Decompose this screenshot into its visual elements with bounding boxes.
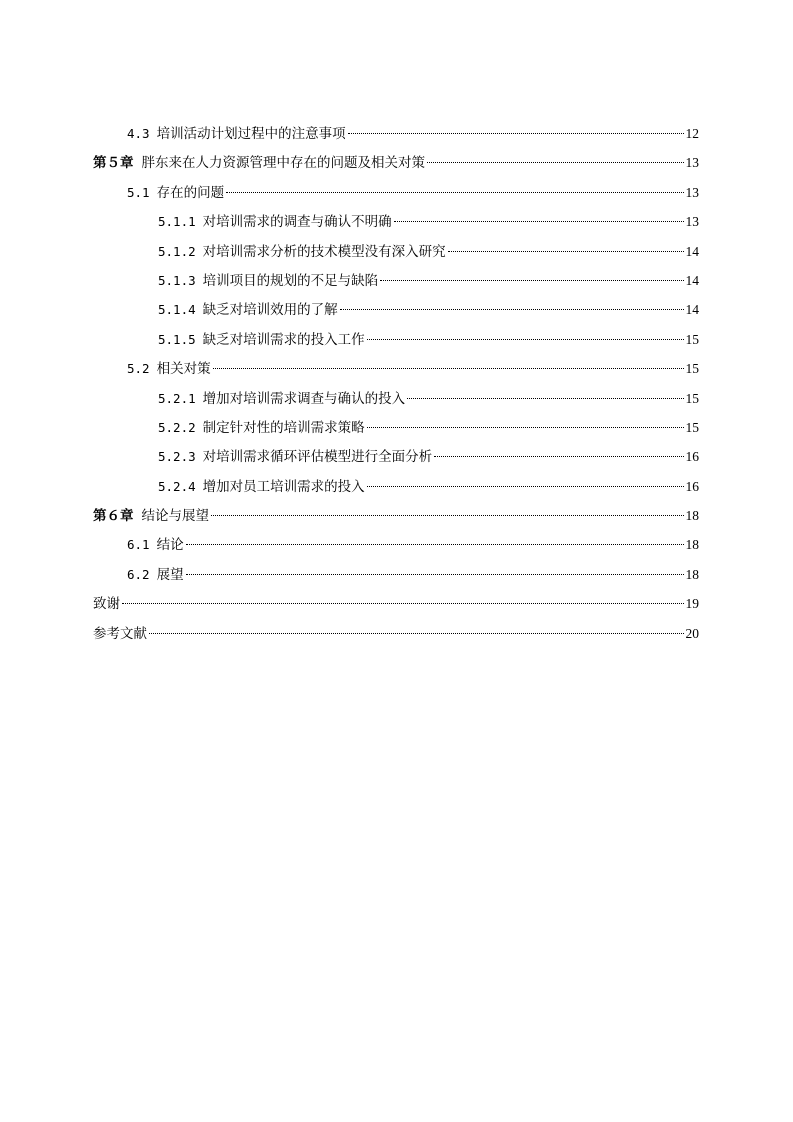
dot-leader: [149, 633, 684, 634]
toc-entry[interactable]: [93, 384, 699, 413]
toc-entry-page-number: 16: [685, 478, 699, 494]
toc-entry-number: 4.3: [127, 126, 150, 141]
dot-leader: [340, 309, 684, 310]
dot-leader: [122, 603, 684, 604]
dot-leader: [367, 486, 684, 487]
toc-entry-title: 相关对策: [156, 361, 211, 378]
toc-entry-title: 胖东来在人力资源管理中存在的问题及相关对策: [141, 155, 425, 172]
dot-leader: [407, 398, 683, 399]
toc-entry-title: 致谢: [93, 596, 120, 613]
toc-entry[interactable]: [93, 237, 699, 266]
toc-entry-title: 缺乏对培训需求的投入工作: [202, 331, 365, 348]
toc-entry[interactable]: [93, 589, 699, 618]
toc-entry-number: 5.1.5: [158, 331, 196, 347]
toc-entry-title: 存在的问题: [156, 184, 225, 201]
toc-entry-page-number: 14: [685, 272, 699, 288]
toc-entry-title: 增加对员工培训需求的投入: [202, 478, 365, 495]
toc-entry-page-number: 15: [685, 361, 699, 377]
toc-entry-page-number: 18: [685, 537, 699, 553]
toc-entry-title: 结论: [156, 537, 184, 554]
toc-entry-number: 第５章: [93, 155, 134, 172]
toc-entry[interactable]: [93, 148, 699, 177]
toc-entry-number: 6.1: [127, 537, 150, 553]
toc-entry-page-number: 18: [685, 508, 699, 524]
toc-entry-number: 5.1.2: [158, 243, 196, 259]
toc-entry-number: 5.2.2: [158, 419, 196, 435]
toc-entry-page-number: 18: [685, 566, 699, 582]
toc-entry-page-number: 13: [685, 184, 699, 200]
toc-entry[interactable]: [93, 530, 699, 559]
toc-entry-number: 5.2.3: [158, 449, 196, 465]
toc-entry[interactable]: [93, 295, 699, 324]
toc-entry-page-number: 12: [685, 126, 699, 141]
toc-entry-page-number: 13: [685, 155, 699, 171]
toc-entry-title: 培训活动计划过程中的注意事项: [156, 126, 346, 142]
toc-entry-title: 对培训需求循环评估模型进行全面分析: [202, 449, 433, 466]
toc-entry[interactable]: [93, 501, 699, 530]
dot-leader: [448, 251, 684, 252]
toc-entry[interactable]: [93, 413, 699, 442]
toc-entry-title: 对培训需求分析的技术模型没有深入研究: [202, 243, 446, 260]
dot-leader: [394, 221, 684, 222]
toc-entry-page-number: 15: [685, 390, 699, 406]
toc-entry-number: 5.1: [127, 184, 150, 200]
toc-entry-page-number: 16: [685, 449, 699, 465]
dot-leader: [434, 456, 683, 457]
dot-leader: [348, 133, 684, 134]
toc-entry-number: 6.2: [127, 566, 150, 582]
dot-leader: [213, 368, 684, 369]
dot-leader: [186, 544, 684, 545]
dot-leader: [367, 339, 684, 340]
toc-entry-page-number: 19: [685, 596, 699, 612]
toc-entry-number: 5.1.3: [158, 272, 196, 288]
toc-entry-number: 第６章: [93, 508, 134, 525]
toc-entry-number: 5.1.1: [158, 214, 196, 230]
toc-entry-page-number: 14: [685, 302, 699, 318]
toc-entry[interactable]: [93, 619, 699, 648]
toc-entry-page-number: 14: [685, 243, 699, 259]
toc-entry-title: 制定针对性的培训需求策略: [202, 419, 365, 436]
toc-entry-title: 增加对培训需求调查与确认的投入: [202, 390, 406, 407]
toc-entry-number: 5.2.1: [158, 390, 196, 406]
toc-entry[interactable]: [93, 325, 699, 354]
toc-entry[interactable]: [93, 472, 699, 501]
toc-entry[interactable]: [93, 266, 699, 295]
toc-entry[interactable]: [93, 560, 699, 589]
toc-entry-page-number: 13: [685, 214, 699, 230]
toc-entry-number: 5.2: [127, 361, 150, 377]
toc-entry-page-number: 20: [685, 625, 699, 641]
toc-entry[interactable]: [93, 207, 699, 236]
dot-leader: [186, 574, 684, 575]
dot-leader: [211, 515, 684, 516]
dot-leader: [226, 192, 683, 193]
toc-entry[interactable]: [93, 442, 699, 471]
toc-entry-number: 5.1.4: [158, 302, 196, 318]
dot-leader: [427, 162, 684, 163]
toc-entry-title: 结论与展望: [141, 508, 209, 525]
toc-entry-title: 展望: [156, 566, 184, 583]
table-of-contents: [93, 119, 699, 648]
dot-leader: [380, 280, 683, 281]
toc-entry-page-number: 15: [685, 419, 699, 435]
toc-entry[interactable]: [93, 354, 699, 383]
toc-entry[interactable]: [93, 119, 699, 148]
toc-entry-title: 缺乏对培训效用的了解: [202, 302, 338, 319]
dot-leader: [367, 427, 684, 428]
toc-entry-title: 对培训需求的调查与确认不明确: [202, 214, 392, 231]
toc-entry-title: 参考文献: [93, 625, 147, 642]
toc-entry[interactable]: [93, 178, 699, 207]
toc-entry-number: 5.2.4: [158, 478, 196, 494]
toc-entry-page-number: 15: [685, 331, 699, 347]
toc-entry-title: 培训项目的规划的不足与缺陷: [202, 272, 379, 289]
